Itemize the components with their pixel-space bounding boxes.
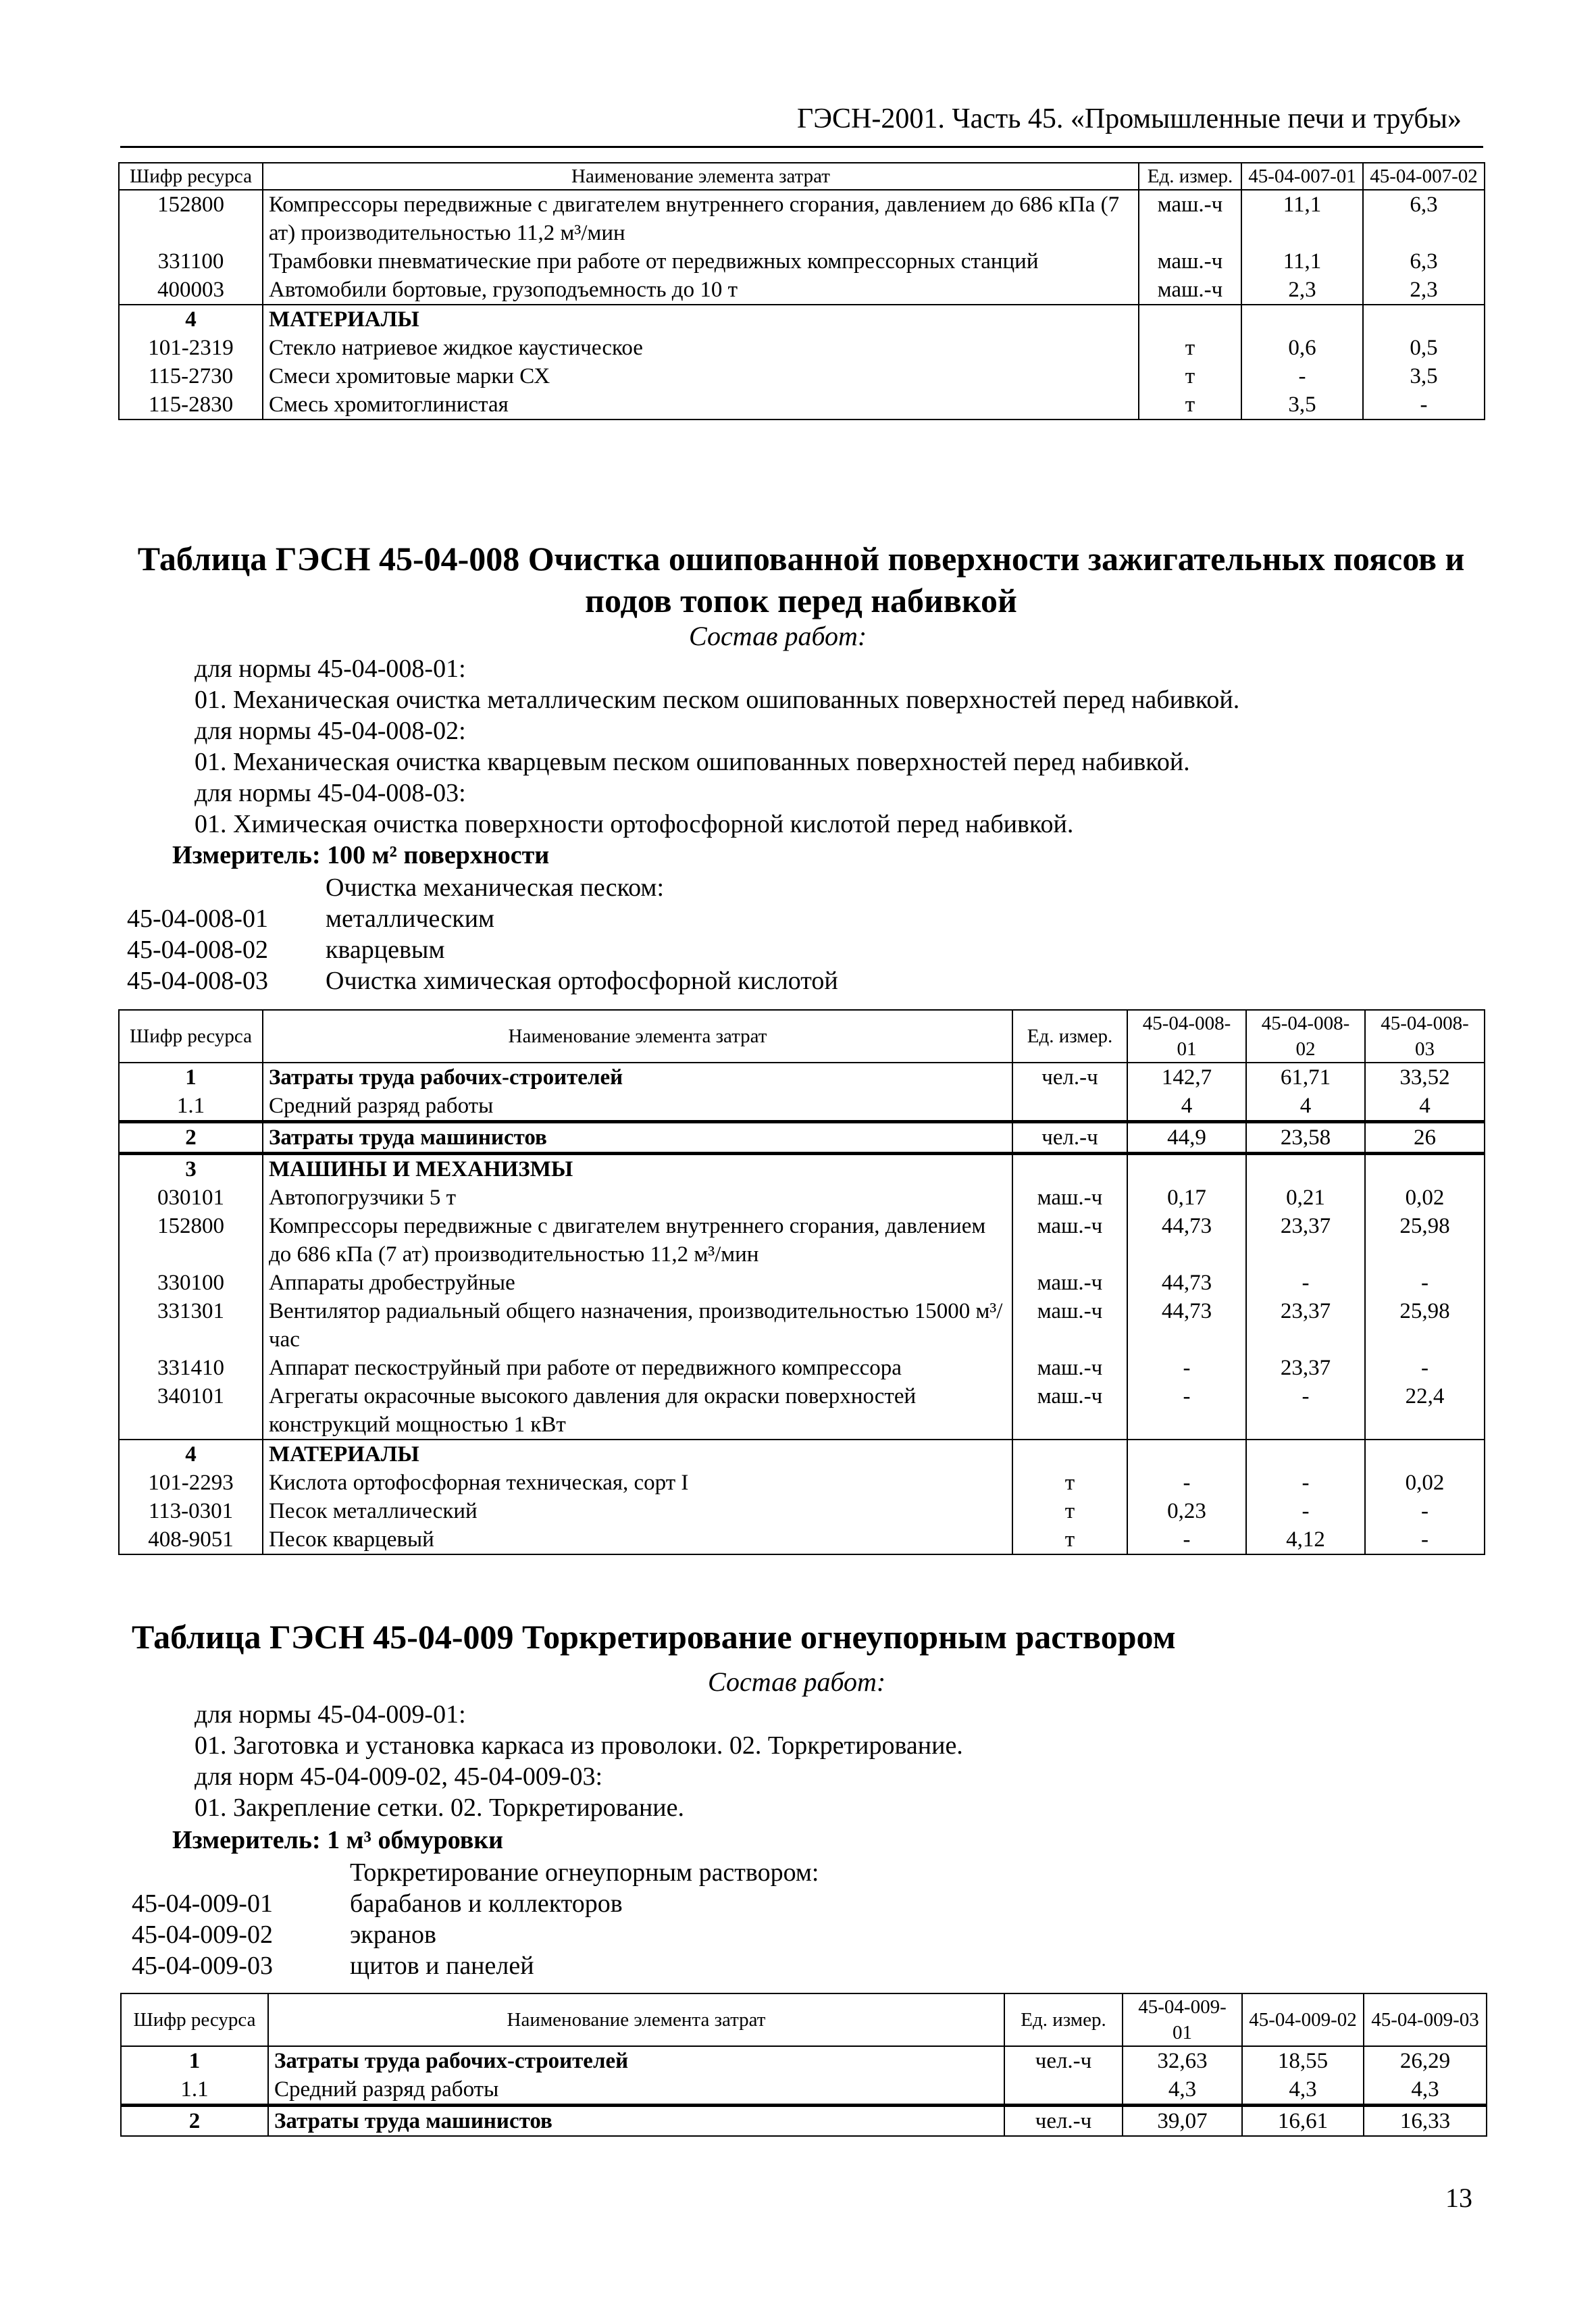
cost-element-cell: Вентилятор радиальный общего назначения, производительностью 15000 м³/час — [263, 1297, 1012, 1354]
cost-element-cell: Смесь хромитоглинистая — [263, 390, 1139, 420]
col-unit-header: Ед. измер. — [1004, 1993, 1123, 2046]
cost-element-cell: Средний разряд работы — [263, 1092, 1012, 1122]
cost-element-cell: МАТЕРИАЛЫ — [263, 1440, 1012, 1469]
norm-value-cell: 23,37 — [1246, 1297, 1365, 1354]
norm-value-cell: 0,6 — [1241, 334, 1363, 362]
resource-code-cell: 4 — [119, 305, 263, 334]
norm-value-cell — [1127, 1440, 1246, 1469]
norm-value-cell: 0,17 — [1127, 1184, 1246, 1212]
unit-cell — [1012, 1092, 1127, 1122]
col-name-header: Наименование элемента затрат — [268, 1993, 1004, 2046]
cost-element-cell: Компрессоры передвижные с двигателем внутреннего сгорания, давлением до 686 кПа (7 ат) производительностью 11,2 м³/мин — [263, 190, 1139, 247]
norm-value-cell — [1127, 1154, 1246, 1184]
table-row — [119, 390, 1485, 420]
resource-code-cell: 4 — [119, 1440, 263, 1469]
col-unit-header: Ед. измер. — [1012, 1010, 1127, 1063]
norm-value-cell: 44,73 — [1127, 1269, 1246, 1297]
norm-value-cell: 4,3 — [1123, 2075, 1242, 2106]
cost-element-cell: МАШИНЫ И МЕХАНИЗМЫ — [263, 1154, 1012, 1184]
unit-of-measure: Измеритель: 100 м² поверхности — [172, 841, 550, 869]
unit-cell: чел.-ч — [1004, 2106, 1123, 2137]
unit-cell: маш.-ч — [1012, 1269, 1127, 1297]
norm-value-cell: 11,1 — [1241, 190, 1363, 247]
table-title-008: Таблица ГЭСН 45-04-008 Очистка ошипованной поверхности зажигательных поясов и подов топок перед набивкой — [137, 540, 1465, 619]
norm-value-cell: 16,61 — [1242, 2106, 1364, 2137]
norm-value-cell: 0,21 — [1246, 1184, 1365, 1212]
norm-value-cell: 44,73 — [1127, 1212, 1246, 1269]
table-row — [119, 1440, 1485, 1469]
norm-note: для нормы 45-04-009-01: — [195, 1700, 466, 1729]
norm-value-cell: 4 — [1127, 1092, 1246, 1122]
norm-value-cell: - — [1246, 1382, 1365, 1440]
norm-value-cell: 22,4 — [1365, 1382, 1485, 1440]
norm-value-cell: - — [1127, 1525, 1246, 1554]
norm-note: для нормы 45-04-008-02: — [195, 717, 466, 745]
unit-cell: маш.-ч — [1012, 1297, 1127, 1354]
norm-value-cell: 4,3 — [1364, 2075, 1487, 2106]
table-row — [119, 1269, 1485, 1297]
norm-value-cell: 25,98 — [1365, 1297, 1485, 1354]
cost-element-cell: Стекло натриевое жидкое каустическое — [263, 334, 1139, 362]
norm-value-cell: 44,9 — [1127, 1122, 1246, 1154]
norm-note: для нормы 45-04-008-03: — [195, 779, 466, 807]
cost-element-cell: Аппарат пескоструйный при работе от передвижного компрессора — [263, 1354, 1012, 1382]
unit-cell: т — [1139, 362, 1241, 390]
unit-cell: маш.-ч — [1012, 1354, 1127, 1382]
norm-code: 45-04-008-01 — [127, 905, 268, 933]
cost-element-cell: Затраты труда машинистов — [268, 2106, 1004, 2137]
norm-value-cell — [1365, 1154, 1485, 1184]
resource-code-cell: 3 — [119, 1154, 263, 1184]
norm-value-cell: 2,3 — [1363, 276, 1485, 305]
norm-value-cell: - — [1127, 1469, 1246, 1497]
norm-group-label: Торкретирование огнеупорным раствором: — [350, 1858, 819, 1887]
norm-value-cell: 44,73 — [1127, 1297, 1246, 1354]
cost-element-cell: Компрессоры передвижные с двигателем внутреннего сгорания, давлением до 686 кПа (7 ат) производительностью 11,2 м³/мин — [263, 1212, 1012, 1269]
work-step: 01. Заготовка и установка каркаса из проволоки. 02. Торкретирование. — [195, 1731, 963, 1760]
unit-cell: чел.-ч — [1004, 2046, 1123, 2075]
norm-value-cell: 0,02 — [1365, 1184, 1485, 1212]
page-number: 13 — [1445, 2183, 1472, 2213]
resource-code-cell: 2 — [121, 2106, 268, 2137]
resource-code-cell: 115-2730 — [119, 362, 263, 390]
norm-value-cell — [1246, 1154, 1365, 1184]
resource-code-cell: 331100 — [119, 247, 263, 276]
norm-note: для норм 45-04-009-02, 45-04-009-03: — [195, 1762, 603, 1791]
resource-code-cell: 101-2293 — [119, 1469, 263, 1497]
unit-cell: маш.-ч — [1139, 247, 1241, 276]
resource-code-cell: 400003 — [119, 276, 263, 305]
unit-cell: маш.-ч — [1012, 1382, 1127, 1440]
resource-code-cell: 340101 — [119, 1382, 263, 1440]
work-step: 01. Механическая очистка металлическим песком ошипованных поверхностей перед набивкой. — [195, 686, 1240, 714]
table-row — [119, 334, 1485, 362]
col-name-header: Наименование элемента затрат — [263, 1010, 1012, 1063]
col-code-header: Шифр ресурса — [121, 1993, 268, 2046]
norm-value-cell: 23,37 — [1246, 1212, 1365, 1269]
resource-code-cell: 030101 — [119, 1184, 263, 1212]
norm-value-cell: 6,3 — [1363, 247, 1485, 276]
norm-value-cell: - — [1127, 1354, 1246, 1382]
cost-element-cell: Кислота ортофосфорная техническая, сорт I — [263, 1469, 1012, 1497]
norm-code: 45-04-009-01 — [132, 1889, 273, 1918]
norm-value-cell: 23,58 — [1246, 1122, 1365, 1154]
unit-cell: маш.-ч — [1139, 276, 1241, 305]
unit-cell: т — [1012, 1497, 1127, 1525]
work-composition-label: Состав работ: — [689, 621, 867, 651]
norm-value-cell: 33,52 — [1365, 1063, 1485, 1092]
unit-cell: т — [1139, 334, 1241, 362]
table-row — [121, 2106, 1487, 2137]
norm-value-cell: - — [1127, 1382, 1246, 1440]
resource-code-cell: 1.1 — [119, 1092, 263, 1122]
unit-cell — [1012, 1440, 1127, 1469]
cost-element-cell: Песок кварцевый — [263, 1525, 1012, 1554]
work-composition-label: Состав работ: — [708, 1667, 886, 1697]
norm-value-cell: 39,07 — [1123, 2106, 1242, 2137]
table-row — [119, 247, 1485, 276]
table-row — [119, 362, 1485, 390]
work-step: 01. Механическая очистка кварцевым песком ошипованных поверхностей перед набивкой. — [195, 748, 1190, 776]
col-norm-header: 45-04-009-02 — [1242, 1993, 1364, 2046]
norm-group-label: Очистка механическая песком: — [326, 873, 665, 902]
unit-of-measure: Измеритель: 1 м³ обмуровки — [172, 1826, 504, 1854]
table-row — [119, 1525, 1485, 1554]
resource-code-cell: 101-2319 — [119, 334, 263, 362]
cost-element-cell: Средний разряд работы — [268, 2075, 1004, 2106]
cost-element-cell: Трамбовки пневматические при работе от передвижных компрессорных станций — [263, 247, 1139, 276]
cost-element-cell: Затраты труда машинистов — [263, 1122, 1012, 1154]
resource-code-cell: 113-0301 — [119, 1497, 263, 1525]
norm-value-cell: 4,3 — [1242, 2075, 1364, 2106]
work-step: 01. Химическая очистка поверхности ортофосфорной кислотой перед набивкой. — [195, 810, 1074, 838]
cost-element-cell: Затраты труда рабочих-строителей — [263, 1063, 1012, 1092]
resource-code-cell: 2 — [119, 1122, 263, 1154]
table-row — [119, 1184, 1485, 1212]
resource-code-cell: 152800 — [119, 1212, 263, 1269]
unit-cell: т — [1012, 1469, 1127, 1497]
table-45-04-007 — [118, 162, 1485, 420]
table-row — [119, 1122, 1485, 1154]
table-row — [119, 1497, 1485, 1525]
norm-description: барабанов и коллекторов — [350, 1889, 623, 1918]
unit-cell: т — [1139, 390, 1241, 420]
cost-element-cell: Автомобили бортовые, грузоподъемность до 10 т — [263, 276, 1139, 305]
norm-value-cell: 2,3 — [1241, 276, 1363, 305]
norm-value-cell — [1241, 305, 1363, 334]
table-row — [119, 1212, 1485, 1269]
norm-value-cell: 32,63 — [1123, 2046, 1242, 2075]
col-norm-header: 45-04-007-01 — [1241, 163, 1363, 190]
norm-value-cell: 4,12 — [1246, 1525, 1365, 1554]
norm-value-cell: - — [1365, 1525, 1485, 1554]
norm-value-cell: 4 — [1365, 1092, 1485, 1122]
unit-cell: маш.-ч — [1012, 1212, 1127, 1269]
col-unit-header: Ед. измер. — [1139, 163, 1241, 190]
cost-element-cell: МАТЕРИАЛЫ — [263, 305, 1139, 334]
cost-element-cell: Агрегаты окрасочные высокого давления для окраски поверхностей конструкций мощностью 1 кВт — [263, 1382, 1012, 1440]
norm-description: кварцевым — [326, 936, 445, 964]
cost-element-cell: Песок металлический — [263, 1497, 1012, 1525]
norm-value-cell: 3,5 — [1363, 362, 1485, 390]
unit-cell — [1004, 2075, 1123, 2106]
col-code-header: Шифр ресурса — [119, 163, 263, 190]
table-row — [119, 1297, 1485, 1354]
work-step: 01. Закрепление сетки. 02. Торкретирование. — [195, 1794, 685, 1822]
table-row — [119, 1092, 1485, 1122]
norm-value-cell: 11,1 — [1241, 247, 1363, 276]
table-row — [119, 1469, 1485, 1497]
norm-value-cell: 0,23 — [1127, 1497, 1246, 1525]
norm-value-cell: - — [1241, 362, 1363, 390]
cost-element-cell: Затраты труда рабочих-строителей — [268, 2046, 1004, 2075]
table-row — [119, 1354, 1485, 1382]
cost-element-cell: Аппараты дробеструйные — [263, 1269, 1012, 1297]
norm-value-cell — [1365, 1440, 1485, 1469]
norm-value-cell: 6,3 — [1363, 190, 1485, 247]
resource-code-cell: 330100 — [119, 1269, 263, 1297]
unit-cell: т — [1012, 1525, 1127, 1554]
col-norm-header: 45-04-009-01 — [1123, 1993, 1242, 2046]
resource-code-cell: 115-2830 — [119, 390, 263, 420]
norm-value-cell: 23,37 — [1246, 1354, 1365, 1382]
col-name-header: Наименование элемента затрат — [263, 163, 1139, 190]
table-row — [119, 1154, 1485, 1184]
resource-code-cell: 1 — [121, 2046, 268, 2075]
norm-code: 45-04-009-02 — [132, 1921, 273, 1949]
norm-value-cell — [1363, 305, 1485, 334]
unit-cell: чел.-ч — [1012, 1063, 1127, 1092]
norm-value-cell: 61,71 — [1246, 1063, 1365, 1092]
col-norm-header: 45-04-008-01 — [1127, 1010, 1246, 1063]
norm-value-cell: 26 — [1365, 1122, 1485, 1154]
norm-code: 45-04-008-03 — [127, 967, 268, 995]
table-row — [119, 190, 1485, 247]
resource-code-cell: 408-9051 — [119, 1525, 263, 1554]
resource-code-cell: 331410 — [119, 1354, 263, 1382]
norm-note: для нормы 45-04-008-01: — [195, 655, 466, 683]
header-rule — [120, 146, 1483, 148]
norm-value-cell: - — [1365, 1354, 1485, 1382]
table-row — [119, 305, 1485, 334]
table-45-04-008 — [118, 1009, 1485, 1555]
norm-value-cell: 26,29 — [1364, 2046, 1487, 2075]
norm-value-cell: - — [1246, 1269, 1365, 1297]
norm-code: 45-04-008-02 — [127, 936, 268, 964]
norm-value-cell: - — [1365, 1269, 1485, 1297]
norm-value-cell: 0,02 — [1365, 1469, 1485, 1497]
norm-description: экранов — [350, 1921, 436, 1949]
table-row — [121, 2075, 1487, 2106]
table-row — [119, 1382, 1485, 1440]
norm-value-cell: 25,98 — [1365, 1212, 1485, 1269]
resource-code-cell: 1.1 — [121, 2075, 268, 2106]
table-title-009: Таблица ГЭСН 45-04-009 Торкретирование огнеупорным раствором — [132, 1618, 1176, 1656]
resource-code-cell: 331301 — [119, 1297, 263, 1354]
col-norm-header: 45-04-008-02 — [1246, 1010, 1365, 1063]
cost-element-cell: Смеси хромитовые марки СХ — [263, 362, 1139, 390]
norm-value-cell: 18,55 — [1242, 2046, 1364, 2075]
norm-value-cell: 142,7 — [1127, 1063, 1246, 1092]
norm-code: 45-04-009-03 — [132, 1952, 273, 1980]
norm-value-cell: - — [1363, 390, 1485, 420]
norm-value-cell: 3,5 — [1241, 390, 1363, 420]
unit-cell: маш.-ч — [1012, 1184, 1127, 1212]
table-45-04-009 — [120, 1993, 1487, 2137]
unit-cell: маш.-ч — [1139, 190, 1241, 247]
norm-value-cell: - — [1246, 1469, 1365, 1497]
unit-cell — [1139, 305, 1241, 334]
unit-cell — [1012, 1154, 1127, 1184]
running-header: ГЭСН-2001. Часть 45. «Промышленные печи и трубы» — [797, 103, 1462, 134]
col-norm-header: 45-04-007-02 — [1363, 163, 1485, 190]
norm-value-cell: - — [1365, 1497, 1485, 1525]
table-row — [119, 276, 1485, 305]
norm-description: металлическим — [326, 905, 495, 933]
norm-value-cell: - — [1246, 1497, 1365, 1525]
norm-value-cell: 4 — [1246, 1092, 1365, 1122]
norm-description: Очистка химическая ортофосфорной кислотой — [326, 967, 838, 995]
col-norm-header: 45-04-009-03 — [1364, 1993, 1487, 2046]
norm-value-cell: 16,33 — [1364, 2106, 1487, 2137]
resource-code-cell: 152800 — [119, 190, 263, 247]
table-row — [121, 2046, 1487, 2075]
unit-cell: чел.-ч — [1012, 1122, 1127, 1154]
col-code-header: Шифр ресурса — [119, 1010, 263, 1063]
col-norm-header: 45-04-008-03 — [1365, 1010, 1485, 1063]
norm-description: щитов и панелей — [350, 1952, 534, 1980]
cost-element-cell: Автопогрузчики 5 т — [263, 1184, 1012, 1212]
table-row — [119, 1063, 1485, 1092]
resource-code-cell: 1 — [119, 1063, 263, 1092]
norm-value-cell — [1246, 1440, 1365, 1469]
norm-value-cell: 0,5 — [1363, 334, 1485, 362]
